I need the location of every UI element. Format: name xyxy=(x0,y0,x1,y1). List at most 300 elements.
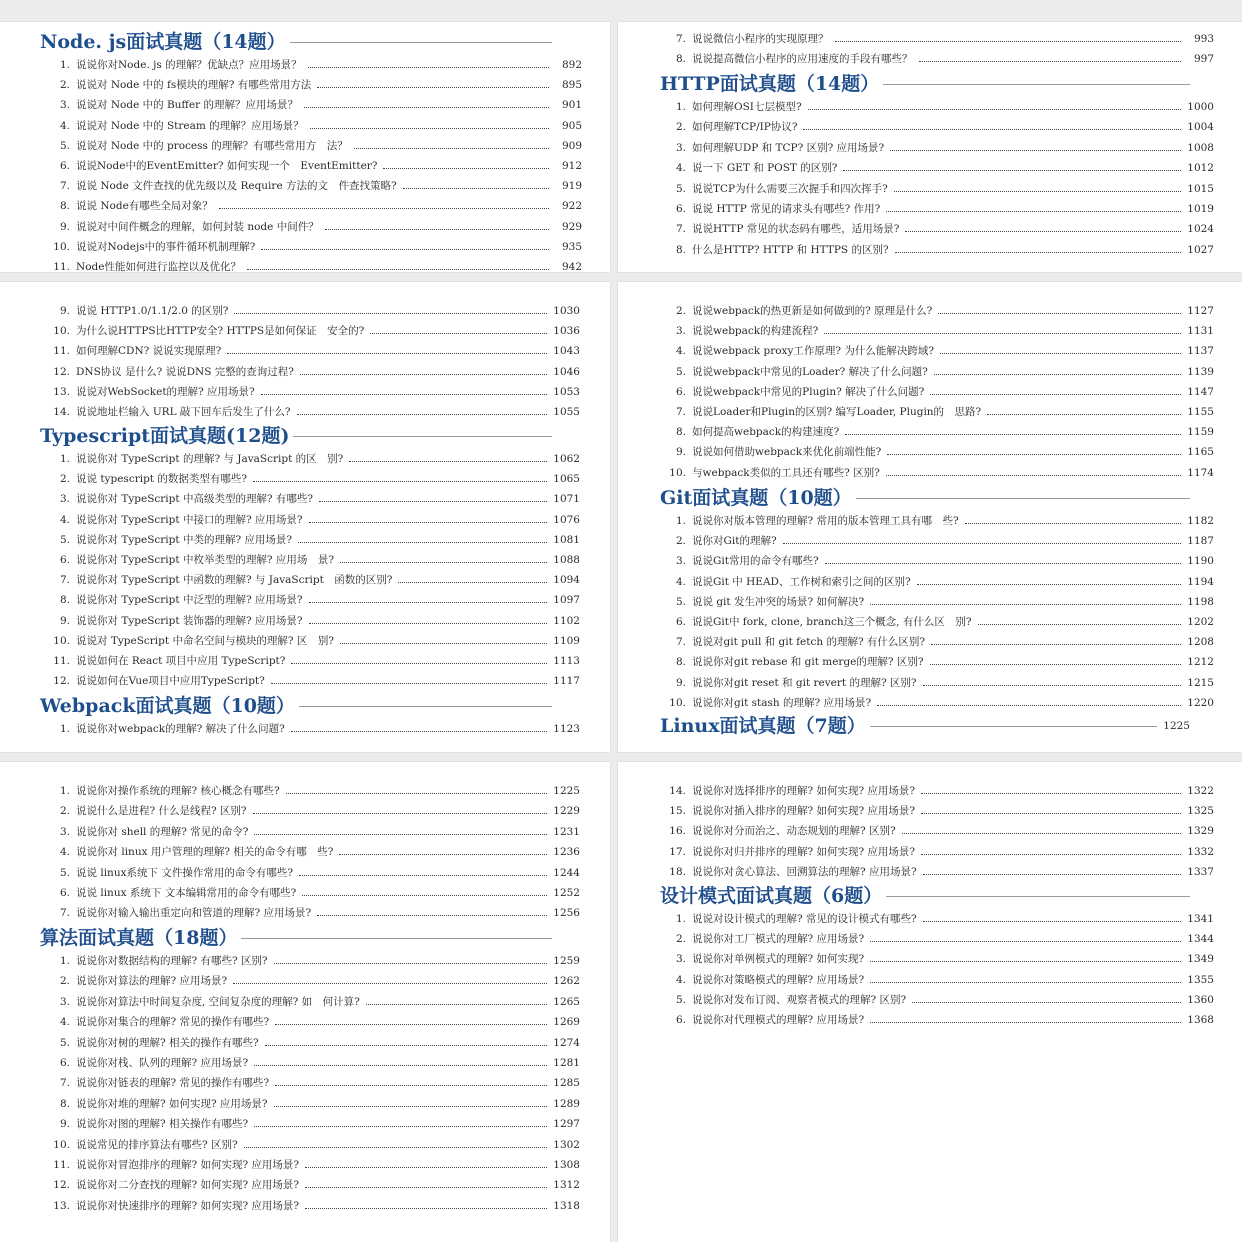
toc-entry[interactable] xyxy=(660,98,1214,114)
entry-number: 6. xyxy=(59,887,70,899)
toc-entry[interactable] xyxy=(40,342,580,358)
dot-leader xyxy=(261,249,549,250)
toc-entry[interactable] xyxy=(40,652,580,668)
page-number: 1137 xyxy=(1187,345,1214,358)
entry-title: 说说你对 TypeScript 中类的理解? 应用场景? xyxy=(76,533,293,546)
toc-entry[interactable] xyxy=(660,139,1214,155)
page-number: 1000 xyxy=(1187,101,1214,113)
dot-leader xyxy=(253,481,547,482)
entry-title: 说说你对 TypeScript 中泛型的理解? 应用场景? xyxy=(76,594,303,607)
entry-number: 2. xyxy=(59,79,70,92)
toc-entry[interactable] xyxy=(660,633,1214,649)
dot-leader xyxy=(366,1004,547,1005)
toc-entry[interactable] xyxy=(40,363,580,379)
dot-leader xyxy=(309,602,547,603)
page-number: 1368 xyxy=(1187,1014,1214,1026)
toc-entry[interactable] xyxy=(660,573,1214,589)
page-number: 1329 xyxy=(1187,825,1214,838)
page-number: 1302 xyxy=(553,1138,580,1151)
entry-title: 说说对中间件概念的理解，如何封装 node 中间件？ xyxy=(76,220,319,233)
section-heading xyxy=(660,72,1190,96)
toc-entry[interactable] xyxy=(40,884,580,900)
toc-entry[interactable] xyxy=(40,490,580,506)
dot-leader xyxy=(894,191,1181,192)
toc-entry[interactable] xyxy=(40,972,580,988)
toc-page-linux-algorithms xyxy=(0,762,610,1242)
page-number: 1004 xyxy=(1187,121,1214,134)
page-number: 1062 xyxy=(553,453,580,465)
page-number: 1259 xyxy=(553,955,580,967)
toc-entry[interactable] xyxy=(40,720,580,736)
entry-title: 说说你对工厂模式的理解? 应用场景? xyxy=(692,933,865,946)
entry-number: 3. xyxy=(675,141,686,154)
entry-title: 说说你对操作系统的理解? 核心概念有哪些? xyxy=(76,785,280,797)
dot-leader xyxy=(940,353,1181,354)
section-title: Linux面试真题（7题） xyxy=(660,715,866,737)
entry-number: 4. xyxy=(675,973,686,986)
page-number: 993 xyxy=(1193,33,1214,45)
entry-number: 4. xyxy=(59,846,70,859)
toc-entry[interactable] xyxy=(660,1011,1214,1027)
page-number: 1019 xyxy=(1187,203,1214,215)
entry-number: 7. xyxy=(59,907,70,920)
toc-entry[interactable] xyxy=(660,552,1214,568)
entry-title: 如何理解UDP 和 TCP? 区别? 应用场景? xyxy=(692,141,885,154)
dot-leader xyxy=(934,374,1181,375)
entry-number: 6. xyxy=(675,616,686,628)
toc-entry[interactable] xyxy=(40,511,580,527)
dot-leader xyxy=(305,1167,547,1168)
page-number: 1256 xyxy=(553,907,580,920)
toc-entry[interactable] xyxy=(40,1176,580,1192)
entry-number: 17. xyxy=(669,845,686,858)
entry-title: 说说你对 TypeScript 的理解? 与 JavaScript 的区 别? xyxy=(76,453,344,465)
dot-leader xyxy=(354,148,549,149)
entry-title: 说说对 TypeScript 中命名空间与模块的理解? 区 别? xyxy=(76,634,335,647)
entry-number: 18. xyxy=(669,865,686,878)
entry-number: 14. xyxy=(53,406,70,418)
page-number: 935 xyxy=(561,240,582,253)
dot-leader xyxy=(965,523,1181,524)
toc-entry[interactable] xyxy=(40,302,580,318)
dot-leader xyxy=(923,874,1181,875)
entry-number: 5. xyxy=(59,1036,70,1049)
dot-leader xyxy=(930,664,1182,665)
page-number: 892 xyxy=(561,59,582,71)
toc-page-http xyxy=(618,22,1242,272)
page-number: 1097 xyxy=(553,594,580,607)
page-number: 1337 xyxy=(1187,865,1214,878)
dot-leader xyxy=(921,793,1181,794)
entry-number: 14. xyxy=(669,785,686,797)
toc-entry[interactable] xyxy=(660,653,1214,669)
page-number: 1215 xyxy=(1187,676,1214,689)
dot-leader xyxy=(843,170,1181,171)
dot-leader xyxy=(274,963,547,964)
toc-entry[interactable] xyxy=(660,159,1214,175)
entry-title: 说说你对发布订阅、观察者模式的理解? 区别? xyxy=(692,993,907,1006)
entry-number: 2. xyxy=(59,805,70,818)
dot-leader xyxy=(304,107,549,108)
entry-title: 说一下 GET 和 POST 的区别? xyxy=(692,162,838,175)
page-number: 1024 xyxy=(1187,223,1214,236)
toc-entry[interactable] xyxy=(40,993,580,1009)
toc-entry[interactable] xyxy=(660,50,1214,66)
page-number: 1182 xyxy=(1187,515,1214,527)
entry-number: 6. xyxy=(675,385,686,398)
page-number: 1043 xyxy=(553,345,580,358)
toc-entry[interactable] xyxy=(660,403,1214,419)
entry-title: 说说你对堆的理解? 如何实现? 应用场景? xyxy=(76,1097,268,1110)
toc-entry[interactable] xyxy=(40,403,580,419)
page-number: 1262 xyxy=(553,975,580,988)
toc-entry[interactable] xyxy=(40,1074,580,1090)
toc-entry[interactable] xyxy=(40,238,582,254)
toc-entry[interactable] xyxy=(40,1156,580,1172)
entry-title: 说说你对图的理解? 相关操作有哪些? xyxy=(76,1118,249,1131)
toc-entry[interactable] xyxy=(40,76,582,92)
toc-entry[interactable] xyxy=(40,383,580,399)
dot-leader xyxy=(254,834,547,835)
entry-number: 12. xyxy=(53,1179,70,1192)
section-rule xyxy=(241,938,552,939)
entry-title: 如何理解CDN? 说说实现原理? xyxy=(76,345,222,358)
entry-number: 5. xyxy=(675,595,686,608)
page-number: 1322 xyxy=(1187,785,1214,797)
toc-entry[interactable] xyxy=(40,1054,580,1070)
entry-number: 11. xyxy=(53,261,70,272)
dot-leader xyxy=(825,563,1181,564)
dot-leader xyxy=(309,522,547,523)
entry-number: 5. xyxy=(59,533,70,546)
entry-title: 说说你对集合的理解? 常见的操作有哪些? xyxy=(76,1016,270,1029)
toc-entry[interactable] xyxy=(660,423,1214,439)
toc-entry[interactable] xyxy=(40,571,580,587)
entry-number: 3. xyxy=(59,493,70,506)
entry-title: 说说Git常用的命令有哪些? xyxy=(692,555,819,568)
toc-entry[interactable] xyxy=(40,952,580,968)
dot-leader xyxy=(340,562,547,563)
entry-number: 4. xyxy=(675,575,686,588)
entry-number: 7. xyxy=(675,223,686,236)
toc-entry[interactable] xyxy=(40,450,580,466)
entry-number: 4. xyxy=(675,162,686,175)
entry-title: 说说webpack中常见的Loader? 解决了什么问题? xyxy=(692,365,928,378)
entry-number: 1. xyxy=(59,59,70,71)
dot-leader xyxy=(887,454,1181,455)
dot-leader xyxy=(870,982,1181,983)
page-number: 1318 xyxy=(553,1199,580,1212)
toc-entry[interactable] xyxy=(40,823,580,839)
entry-number: 10. xyxy=(669,696,686,709)
dot-leader xyxy=(783,543,1181,544)
entry-number: 6. xyxy=(59,160,70,172)
toc-entry[interactable] xyxy=(40,591,580,607)
toc-entry[interactable] xyxy=(40,96,582,112)
toc-entry[interactable] xyxy=(660,674,1214,690)
entry-title: 说说你对git stash 的理解? 应用场景? xyxy=(692,696,872,709)
dot-leader xyxy=(234,313,547,314)
page-number: 942 xyxy=(561,261,582,272)
toc-entry[interactable] xyxy=(660,363,1214,379)
section-rule xyxy=(886,896,1190,897)
toc-entry[interactable] xyxy=(40,1095,580,1111)
toc-entry[interactable] xyxy=(40,672,580,688)
page-number: 1053 xyxy=(553,385,580,398)
entry-number: 5. xyxy=(675,182,686,195)
toc-entry[interactable] xyxy=(660,910,1214,926)
toc-page-webpack-git xyxy=(618,282,1242,752)
toc-entry[interactable] xyxy=(40,1136,580,1152)
toc-entry[interactable] xyxy=(660,613,1214,629)
toc-entry[interactable] xyxy=(40,137,582,153)
dot-leader xyxy=(227,353,547,354)
entry-number: 5. xyxy=(675,993,686,1006)
dot-leader xyxy=(931,644,1181,645)
toc-entry[interactable] xyxy=(660,843,1214,859)
toc-entry[interactable] xyxy=(660,200,1214,216)
page-number: 1244 xyxy=(553,866,580,879)
entry-number: 2. xyxy=(59,975,70,988)
entry-number: 1. xyxy=(59,785,70,797)
page-number: 1332 xyxy=(1187,845,1214,858)
entry-number: 5. xyxy=(59,866,70,879)
page-number: 1012 xyxy=(1187,162,1214,175)
toc-entry[interactable] xyxy=(660,241,1214,257)
entry-number: 6. xyxy=(675,1014,686,1026)
toc-entry[interactable] xyxy=(40,56,582,72)
section-rule xyxy=(299,706,552,707)
entry-title: 说说你对策略模式的理解? 应用场景? xyxy=(692,973,865,986)
entry-title: 说你对Git的理解? xyxy=(692,535,777,548)
dot-leader xyxy=(325,229,549,230)
entry-title: 说说你对算法中时间复杂度, 空间复杂度的理解? 如 何计算? xyxy=(76,995,360,1008)
dot-leader xyxy=(275,1024,547,1025)
page-number: 1015 xyxy=(1187,182,1214,195)
entry-number: 1. xyxy=(59,453,70,465)
entry-number: 4. xyxy=(675,345,686,358)
section-heading xyxy=(40,926,552,950)
toc-entry[interactable] xyxy=(40,197,582,213)
entry-title: 说说如何在Vue项目中应用TypeScript? xyxy=(76,675,265,688)
dot-leader xyxy=(274,1106,547,1107)
dot-leader xyxy=(917,584,1181,585)
entry-number: 16. xyxy=(669,825,686,838)
entry-title: 说说你对树的理解? 相关的操作有哪些? xyxy=(76,1036,259,1049)
toc-entry[interactable] xyxy=(660,220,1214,236)
page-number: 1194 xyxy=(1187,575,1214,588)
toc-page-design-patterns xyxy=(618,762,1242,1242)
section-heading xyxy=(660,714,1190,738)
page-number: 1236 xyxy=(553,846,580,859)
toc-entry[interactable] xyxy=(40,218,582,234)
page-number: 1190 xyxy=(1187,555,1214,568)
dot-leader xyxy=(300,374,547,375)
toc-entry[interactable] xyxy=(40,551,580,567)
entry-title: 说说你对算法的理解? 应用场景? xyxy=(76,975,228,988)
entry-number: 1. xyxy=(59,723,70,735)
toc-entry[interactable] xyxy=(660,383,1214,399)
toc-entry[interactable] xyxy=(40,612,580,628)
page-number: 905 xyxy=(561,119,582,132)
toc-entry[interactable] xyxy=(40,1197,580,1213)
page-number: 1109 xyxy=(553,634,580,647)
toc-entry[interactable] xyxy=(40,157,582,173)
dot-leader xyxy=(886,211,1181,212)
page-number: 1325 xyxy=(1187,805,1214,818)
dot-leader xyxy=(317,915,547,916)
entry-number: 3. xyxy=(59,995,70,1008)
toc-entry[interactable] xyxy=(660,782,1214,798)
dot-leader xyxy=(310,128,549,129)
dot-leader xyxy=(923,685,1181,686)
toc-entry[interactable] xyxy=(660,443,1214,459)
page-number: 901 xyxy=(561,99,582,112)
entry-number: 2. xyxy=(59,473,70,486)
dot-leader xyxy=(383,168,549,169)
toc-entry[interactable] xyxy=(40,322,580,338)
toc-entry[interactable] xyxy=(40,782,580,798)
entry-title: 说说你对归并排序的理解? 如何实现? 应用场景? xyxy=(692,845,916,858)
toc-entry[interactable] xyxy=(660,322,1214,338)
toc-entry[interactable] xyxy=(40,904,580,920)
entry-number: 15. xyxy=(669,805,686,818)
dot-leader xyxy=(265,1045,547,1046)
entry-title: 说说TCP为什么需要三次握手和四次挥手? xyxy=(692,182,888,195)
toc-entry[interactable] xyxy=(660,342,1214,358)
page-number: 1274 xyxy=(553,1036,580,1049)
dot-leader xyxy=(870,604,1181,605)
entry-title: 说说你对webpack的理解? 解决了什么问题? xyxy=(76,723,285,735)
page-number: 895 xyxy=(561,79,582,92)
section-title: 算法面试真题（18题） xyxy=(40,927,238,949)
toc-entry[interactable] xyxy=(40,531,580,547)
entry-title: 说说webpack的热更新是如何做到的? 原理是什么? xyxy=(692,305,933,317)
toc-entry[interactable] xyxy=(40,1034,580,1050)
page-number: 1349 xyxy=(1187,953,1214,966)
entry-title: 说说webpack proxy工作原理? 为什么能解决跨域? xyxy=(692,345,934,358)
toc-entry[interactable] xyxy=(660,694,1214,710)
page-number: 922 xyxy=(561,200,582,213)
toc-entry[interactable] xyxy=(40,802,580,818)
entry-number: 4. xyxy=(59,513,70,526)
toc-entry[interactable] xyxy=(40,117,582,133)
entry-number: 12. xyxy=(53,365,70,378)
toc-entry[interactable] xyxy=(40,843,580,859)
page-number: 1127 xyxy=(1187,305,1214,317)
page-number: 1297 xyxy=(553,1118,580,1131)
toc-entry[interactable] xyxy=(660,532,1214,548)
toc-entry[interactable] xyxy=(40,258,582,272)
entry-title: 说说对 Node 中的 Buffer 的理解？应用场景？ xyxy=(76,99,298,112)
dot-leader xyxy=(919,61,1182,62)
dot-leader xyxy=(912,1002,1181,1003)
section-heading xyxy=(40,30,552,54)
toc-entry[interactable] xyxy=(660,950,1214,966)
page-number: 1202 xyxy=(1187,616,1214,628)
page-number: 1344 xyxy=(1187,933,1214,946)
page-number: 1225 xyxy=(553,785,580,797)
dot-leader xyxy=(938,313,1181,314)
entry-title: 说说 Node 文件查找的优先级以及 Require 方法的文 件查找策略? xyxy=(76,180,397,193)
toc-entry[interactable] xyxy=(660,930,1214,946)
dot-leader xyxy=(299,875,547,876)
entry-title: 说说对git pull 和 git fetch 的理解? 有什么区别? xyxy=(692,636,926,649)
toc-entry[interactable] xyxy=(660,822,1214,838)
entry-number: 6. xyxy=(59,1057,70,1069)
toc-entry[interactable] xyxy=(660,180,1214,196)
dot-leader xyxy=(923,921,1181,922)
dot-leader xyxy=(339,854,547,855)
page-number: 1117 xyxy=(553,675,580,688)
toc-entry[interactable] xyxy=(660,30,1214,46)
entry-number: 8. xyxy=(675,53,686,66)
entry-title: 说说对WebSocket的理解? 应用场景? xyxy=(76,385,255,398)
dot-leader xyxy=(870,961,1181,962)
toc-entry[interactable] xyxy=(660,512,1214,528)
entry-number: 7. xyxy=(675,636,686,649)
toc-entry[interactable] xyxy=(660,593,1214,609)
entry-number: 5. xyxy=(675,365,686,378)
toc-entry[interactable] xyxy=(40,1115,580,1131)
dot-leader xyxy=(219,208,549,209)
page-number: 1046 xyxy=(553,365,580,378)
toc-entry[interactable] xyxy=(40,1013,580,1029)
page-number: 1071 xyxy=(553,493,580,506)
entry-title: 说说你对代理模式的理解? 应用场景? xyxy=(692,1014,865,1026)
dot-leader xyxy=(902,833,1181,834)
entry-title: DNS协议 是什么? 说说DNS 完整的查询过程? xyxy=(76,365,294,378)
entry-title: 说说 git 发生冲突的场景? 如何解决? xyxy=(692,595,865,608)
page-number: 1208 xyxy=(1187,636,1214,649)
toc-entry[interactable] xyxy=(40,470,580,486)
entry-title: 为什么说HTTPS比HTTP安全? HTTPS是如何保证 安全的? xyxy=(76,325,365,338)
entry-number: 9. xyxy=(675,446,686,459)
toc-entry[interactable] xyxy=(660,464,1214,480)
toc-entry[interactable] xyxy=(40,632,580,648)
dot-leader xyxy=(254,1126,547,1127)
toc-entry[interactable] xyxy=(660,991,1214,1007)
entry-title: 说说你对选择排序的理解? 如何实现? 应用场景? xyxy=(692,785,916,797)
toc-entry[interactable] xyxy=(660,118,1214,134)
entry-title: 说说 HTTP1.0/1.1/2.0 的区别? xyxy=(76,305,229,317)
entry-number: 5. xyxy=(59,139,70,152)
entry-title: 说说你对 TypeScript 中接口的理解? 应用场景? xyxy=(76,513,303,526)
dot-leader xyxy=(824,333,1181,334)
section-rule xyxy=(856,498,1190,499)
page-number: 1220 xyxy=(1187,696,1214,709)
toc-entry[interactable] xyxy=(660,302,1214,318)
page-number: 1289 xyxy=(553,1097,580,1110)
toc-entry[interactable] xyxy=(660,971,1214,987)
entry-number: 10. xyxy=(669,466,686,479)
toc-entry[interactable] xyxy=(660,802,1214,818)
page-number: 1355 xyxy=(1187,973,1214,986)
toc-entry[interactable] xyxy=(40,864,580,880)
entry-title: 说说你对贪心算法、回溯算法的理解? 应用场景? xyxy=(692,865,917,878)
dot-leader xyxy=(291,731,547,732)
entry-title: 说说对 Node 中的 fs模块的理解? 有哪些常用方法 xyxy=(76,79,312,92)
dot-leader xyxy=(398,582,547,583)
toc-entry[interactable] xyxy=(40,177,582,193)
entry-number: 8. xyxy=(675,243,686,256)
entry-number: 11. xyxy=(53,1159,70,1171)
dot-leader xyxy=(845,434,1181,435)
section-rule xyxy=(293,436,552,437)
dot-leader xyxy=(930,394,1181,395)
entry-number: 10. xyxy=(53,634,70,647)
toc-entry[interactable] xyxy=(660,863,1214,879)
